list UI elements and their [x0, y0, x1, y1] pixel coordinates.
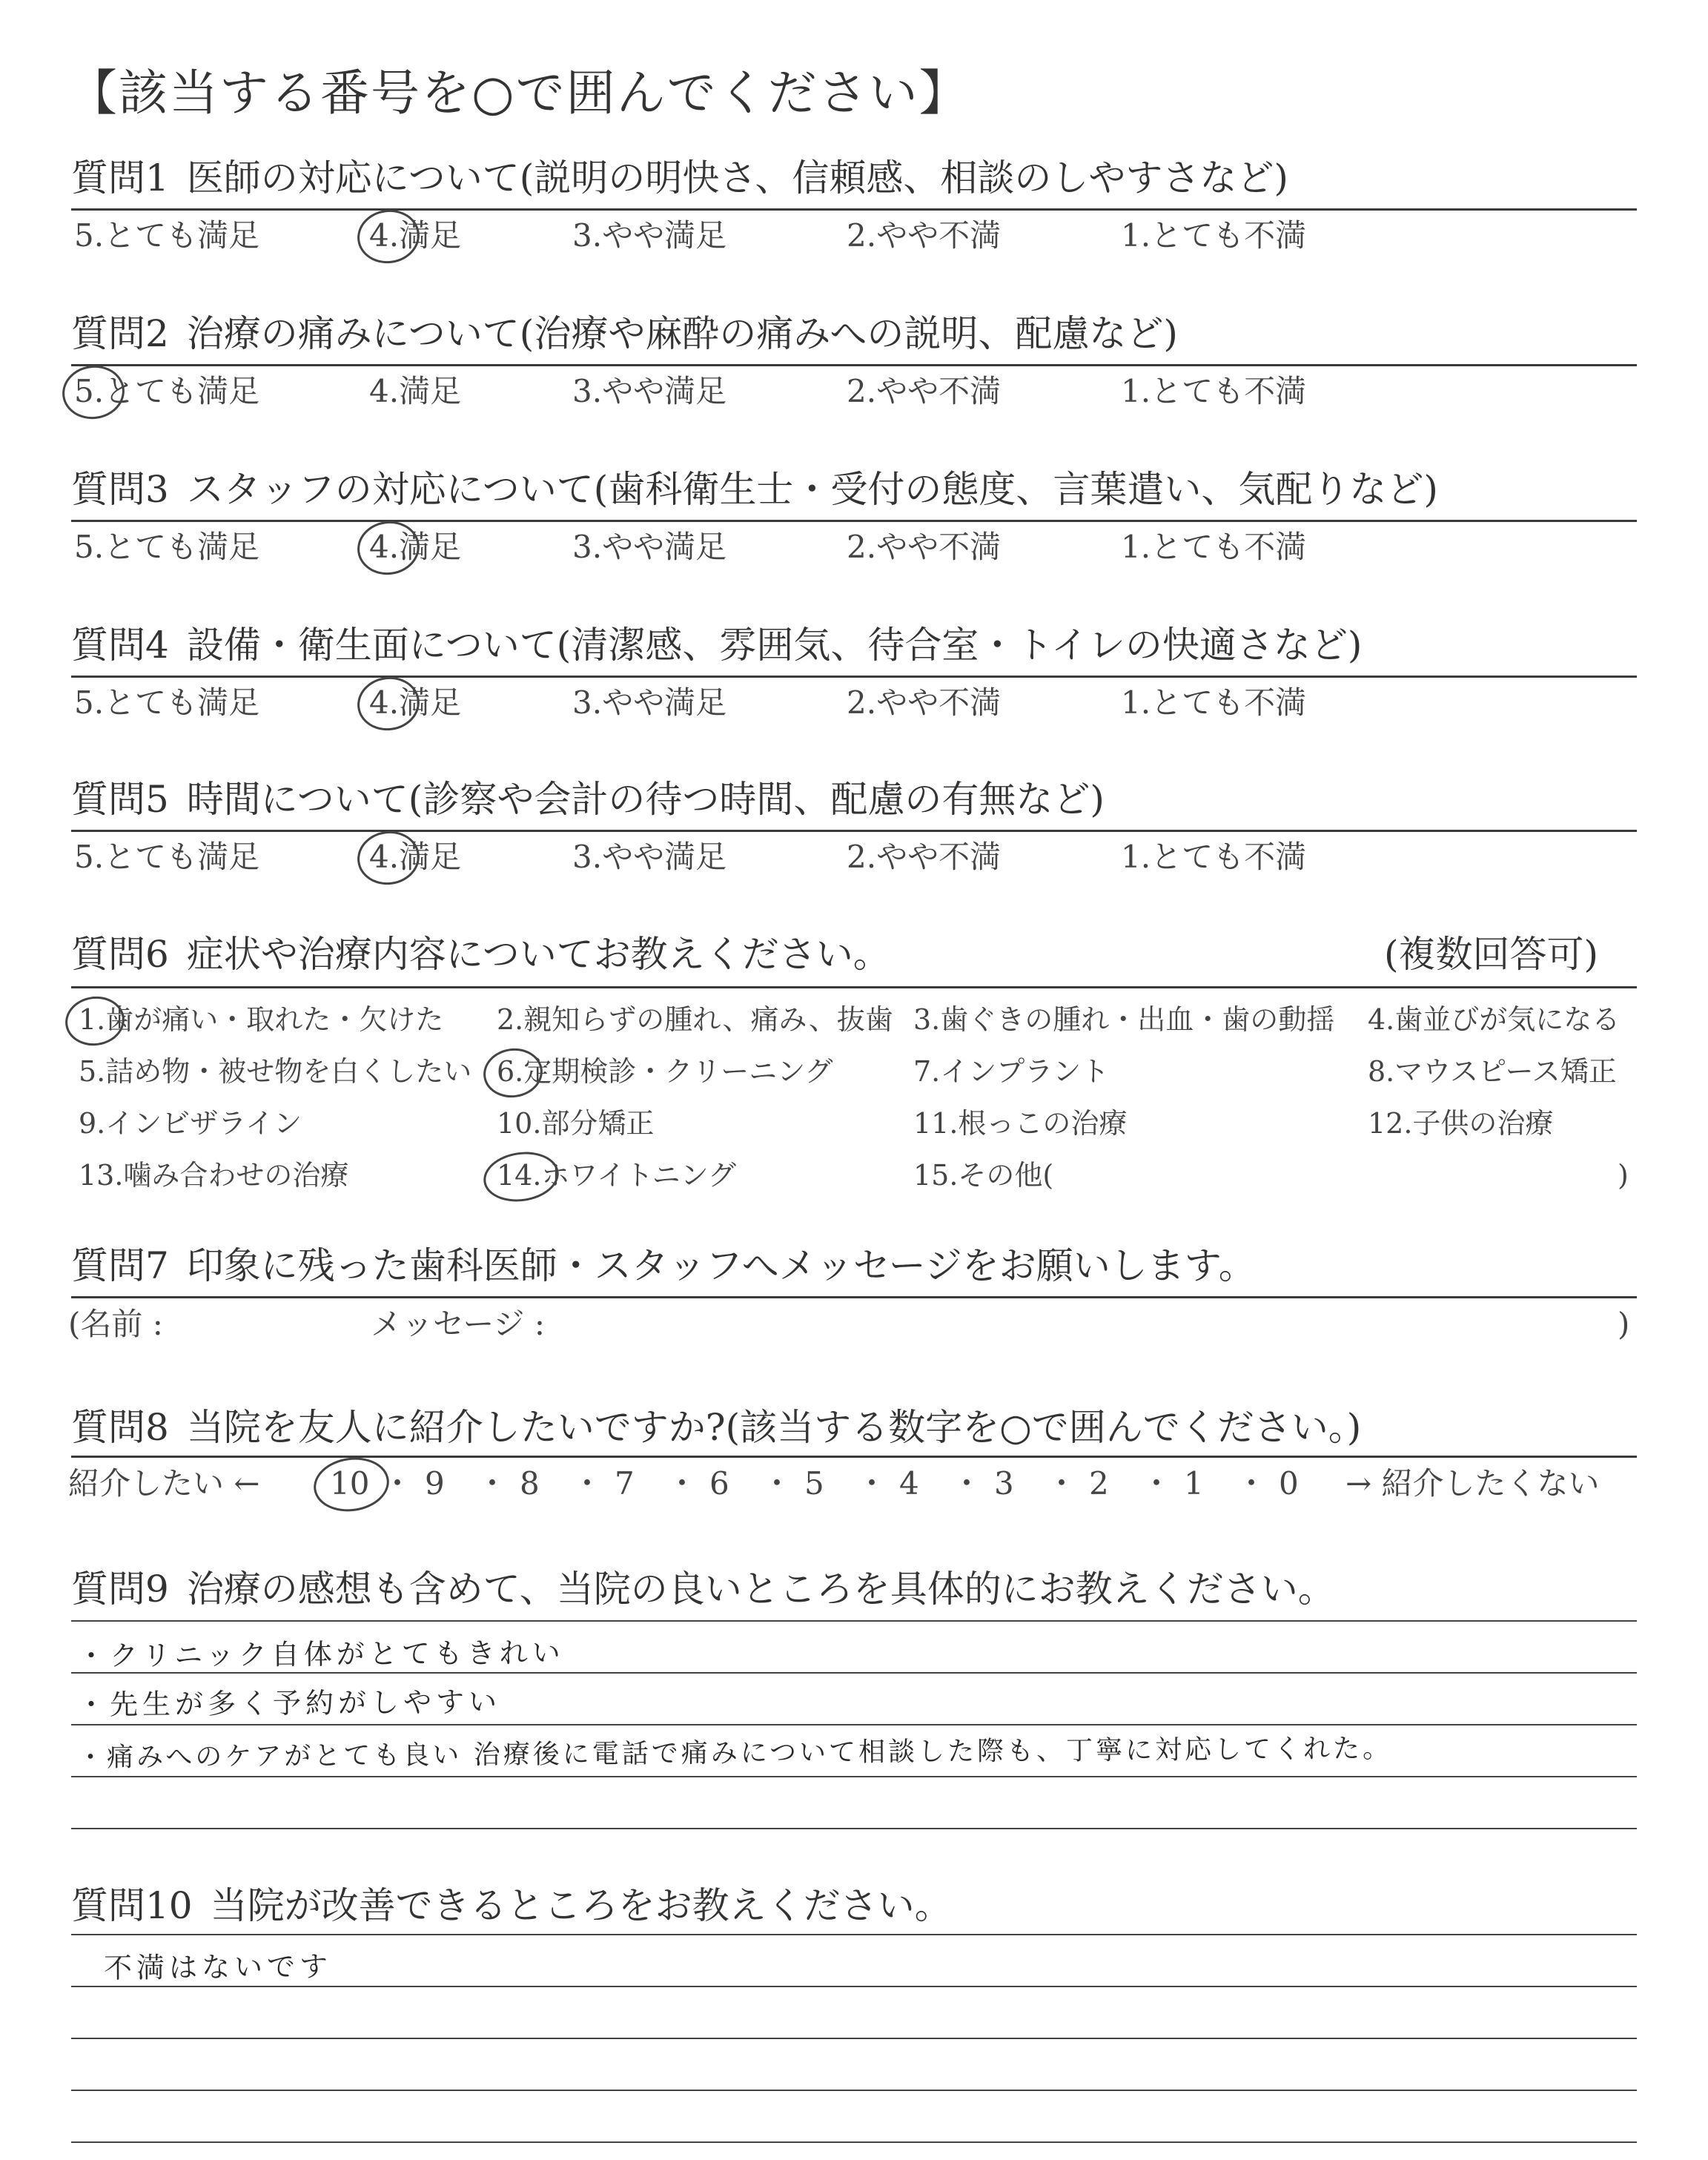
q3-option-2[interactable]: 2.やや不満: [847, 529, 1002, 565]
q1-option-3[interactable]: 3.やや満足: [572, 217, 727, 254]
q2-number: 質問2: [71, 312, 169, 355]
q6-option-8[interactable]: 8.マウスピース矯正: [1368, 1055, 1617, 1088]
q10-line-3: [71, 2038, 1637, 2039]
q10-line-2: [71, 1986, 1637, 1987]
q8-scale-4[interactable]: 4: [899, 1465, 919, 1502]
q8-scale-10[interactable]: 10: [330, 1465, 370, 1502]
q4-option-3[interactable]: 3.やや満足: [572, 684, 727, 721]
q3-option-4[interactable]: 4.満足: [369, 529, 462, 565]
q8-scale-row: [0, 1465, 1708, 1513]
q8-scale-separator: ・: [1046, 1465, 1078, 1502]
q6-other-close-paren: ): [1618, 1159, 1629, 1192]
q5-option-2[interactable]: 2.やや不満: [847, 839, 1002, 875]
q4-title: 設備・衛生面について(清潔感、雰囲気、待合室・トイレの快適さなど): [186, 624, 1363, 667]
q6-option-2[interactable]: 2.親知らずの腫れ、痛み、抜歯: [497, 1003, 893, 1036]
q5-number: 質問5: [71, 778, 169, 821]
q8-scale-separator: ・: [382, 1465, 414, 1502]
q1-option-1[interactable]: 1.とても不満: [1121, 217, 1307, 254]
q1-title: 医師の対応について(説明の明快さ、信頼感、相談のしやすさなど): [186, 156, 1288, 199]
q8-scale-5[interactable]: 5: [804, 1465, 824, 1502]
q8-scale-3[interactable]: 3: [994, 1465, 1014, 1502]
q2-option-5[interactable]: 5.とても満足: [74, 373, 260, 409]
q3-rule: [71, 520, 1637, 522]
q10-line-4: [71, 2090, 1637, 2091]
q6-option-11[interactable]: 11.根っこの治療: [913, 1107, 1128, 1140]
q6-option-1[interactable]: 1.歯が痛い・取れた・欠けた: [79, 1003, 444, 1036]
q9-answer-line-3: ・痛みへのケアがとても良い 治療後に電話で痛みについて相談した際も、丁寧に対応してくれた。: [76, 1733, 1393, 1774]
q1-rule: [71, 208, 1637, 211]
q4-number: 質問4: [71, 624, 169, 667]
q8-scale-separator: ・: [951, 1465, 983, 1502]
q8-scale-separator: ・: [666, 1465, 698, 1502]
q8-scale-separator: ・: [572, 1465, 603, 1502]
q3-option-3[interactable]: 3.やや満足: [572, 529, 727, 565]
q8-scale-separator: ・: [856, 1465, 888, 1502]
q6-option-14[interactable]: 14.ホワイトニング: [497, 1159, 737, 1192]
q8-scale-9[interactable]: 9: [425, 1465, 445, 1502]
q6-option-15[interactable]: 15.その他(: [913, 1159, 1054, 1192]
q3-option-5[interactable]: 5.とても満足: [74, 529, 260, 565]
q6-title-row: [71, 933, 890, 976]
q4-option-1[interactable]: 1.とても不満: [1121, 684, 1307, 721]
q6-option-10[interactable]: 10.部分矯正: [497, 1107, 655, 1140]
q5-title: 時間について(診察や会計の待つ時間、配慮の有無など): [186, 778, 1105, 821]
q6-title: 症状や治療内容についてお教えください。: [186, 933, 890, 976]
q2-rule: [71, 364, 1637, 366]
q8-left-label: 紹介したい ←: [68, 1465, 260, 1502]
q8-right-label: → 紹介したくない: [1345, 1465, 1600, 1502]
q9-line-3: [71, 1724, 1637, 1725]
q9-line-4: [71, 1776, 1637, 1777]
q1-number: 質問1: [71, 156, 169, 199]
q10-answer-line-1: 不満はないです: [103, 1949, 333, 1985]
q1-title-row: [71, 156, 1288, 199]
q7-message-label: メッセージ :: [371, 1306, 545, 1342]
q4-rule: [71, 676, 1637, 678]
q10-title: 当院が改善できるところをお教えください。: [210, 1884, 952, 1927]
q2-option-1[interactable]: 1.とても不満: [1121, 373, 1307, 409]
q2-title: 治療の痛みについて(治療や麻酔の痛みへの説明、配慮など): [186, 312, 1178, 355]
q9-title-row: [71, 1568, 1335, 1611]
q3-number: 質問3: [71, 468, 169, 511]
q8-scale-0[interactable]: 0: [1279, 1465, 1299, 1502]
q9-line-1: [71, 1620, 1637, 1622]
q9-line-5: [71, 1828, 1637, 1829]
q2-option-2[interactable]: 2.やや不満: [847, 373, 1002, 409]
q8-scale-separator: ・: [1141, 1465, 1173, 1502]
q6-option-3[interactable]: 3.歯ぐきの腫れ・出血・歯の動揺: [913, 1003, 1335, 1036]
q10-line-5: [71, 2141, 1637, 2143]
q2-option-3[interactable]: 3.やや満足: [572, 373, 727, 409]
q6-option-12[interactable]: 12.子供の治療: [1368, 1107, 1554, 1140]
q8-scale-separator: ・: [1236, 1465, 1268, 1502]
q7-title: 印象に残った歯科医師・スタッフへメッセージをお願いします。: [186, 1244, 1256, 1287]
q8-rule: [71, 1456, 1637, 1458]
q7-rule: [71, 1296, 1637, 1298]
q9-number: 質問9: [71, 1568, 169, 1611]
q6-number: 質問6: [71, 933, 169, 976]
q9-answer-line-2: ・先生が多く予約がしやすい: [76, 1685, 502, 1721]
q1-option-5[interactable]: 5.とても満足: [74, 217, 260, 254]
q8-scale-separator: ・: [477, 1465, 509, 1502]
q8-scale-7[interactable]: 7: [615, 1465, 635, 1502]
q6-rule: [71, 986, 1637, 988]
q3-title: スタッフの対応について(歯科衛生士・受付の態度、言葉遣い、気配りなど): [186, 468, 1438, 511]
q8-scale-8[interactable]: 8: [520, 1465, 540, 1502]
q8-scale-1[interactable]: 1: [1184, 1465, 1204, 1502]
q7-number: 質問7: [71, 1244, 169, 1287]
q9-title: 治療の感想も含めて、当院の良いところを具体的にお教えください。: [186, 1568, 1335, 1611]
q9-answer-line-1: ・クリニック自体がとてもきれい: [76, 1636, 565, 1673]
q6-option-4[interactable]: 4.歯並びが気になる: [1368, 1003, 1621, 1036]
q8-scale-2[interactable]: 2: [1089, 1465, 1109, 1502]
q4-option-5[interactable]: 5.とても満足: [74, 684, 260, 721]
q9-line-2: [71, 1672, 1637, 1674]
q8-title: 当院を友人に紹介したいですか?(該当する数字を○で囲んでください。): [186, 1406, 1362, 1449]
q1-option-2[interactable]: 2.やや不満: [847, 217, 1002, 254]
q7-close-paren: ): [1618, 1306, 1630, 1342]
q6-multi-answer-note: (複数回答可): [1383, 933, 1598, 976]
q6-option-7[interactable]: 7.インプラント: [913, 1055, 1110, 1088]
q3-option-1[interactable]: 1.とても不満: [1121, 529, 1307, 565]
q10-line-1: [71, 1934, 1637, 1935]
q2-option-4[interactable]: 4.満足: [369, 373, 462, 409]
q2-title-row: [71, 312, 1178, 355]
q4-option-4[interactable]: 4.満足: [369, 684, 462, 721]
q7-title-row: [71, 1244, 1256, 1287]
q3-title-row: [71, 468, 1438, 511]
q8-scale-6[interactable]: 6: [709, 1465, 729, 1502]
q6-option-9[interactable]: 9.インビザライン: [79, 1107, 302, 1140]
q4-option-2[interactable]: 2.やや不満: [847, 684, 1002, 721]
q5-option-4[interactable]: 4.満足: [369, 839, 462, 875]
q5-option-3[interactable]: 3.やや満足: [572, 839, 727, 875]
q7-name-label: (名前 :: [68, 1306, 163, 1342]
q10-title-row: [71, 1884, 952, 1927]
q5-option-1[interactable]: 1.とても不満: [1121, 839, 1307, 875]
q8-scale-separator: ・: [761, 1465, 793, 1502]
q8-number: 質問8: [71, 1406, 169, 1449]
q6-option-6[interactable]: 6.定期検診・クリーニング: [497, 1055, 833, 1088]
q8-title-row: [71, 1406, 1362, 1449]
q5-rule: [71, 830, 1637, 832]
page-heading: 【該当する番号を○で囲んでください】: [68, 65, 970, 122]
q6-option-13[interactable]: 13.噛み合わせの治療: [79, 1159, 349, 1192]
q10-number: 質問10: [71, 1884, 193, 1927]
q1-option-4[interactable]: 4.満足: [369, 217, 462, 254]
q5-title-row: [71, 778, 1105, 821]
q5-option-5[interactable]: 5.とても満足: [74, 839, 260, 875]
q4-title-row: [71, 624, 1363, 667]
q6-option-5[interactable]: 5.詰め物・被せ物を白くしたい: [79, 1055, 472, 1088]
